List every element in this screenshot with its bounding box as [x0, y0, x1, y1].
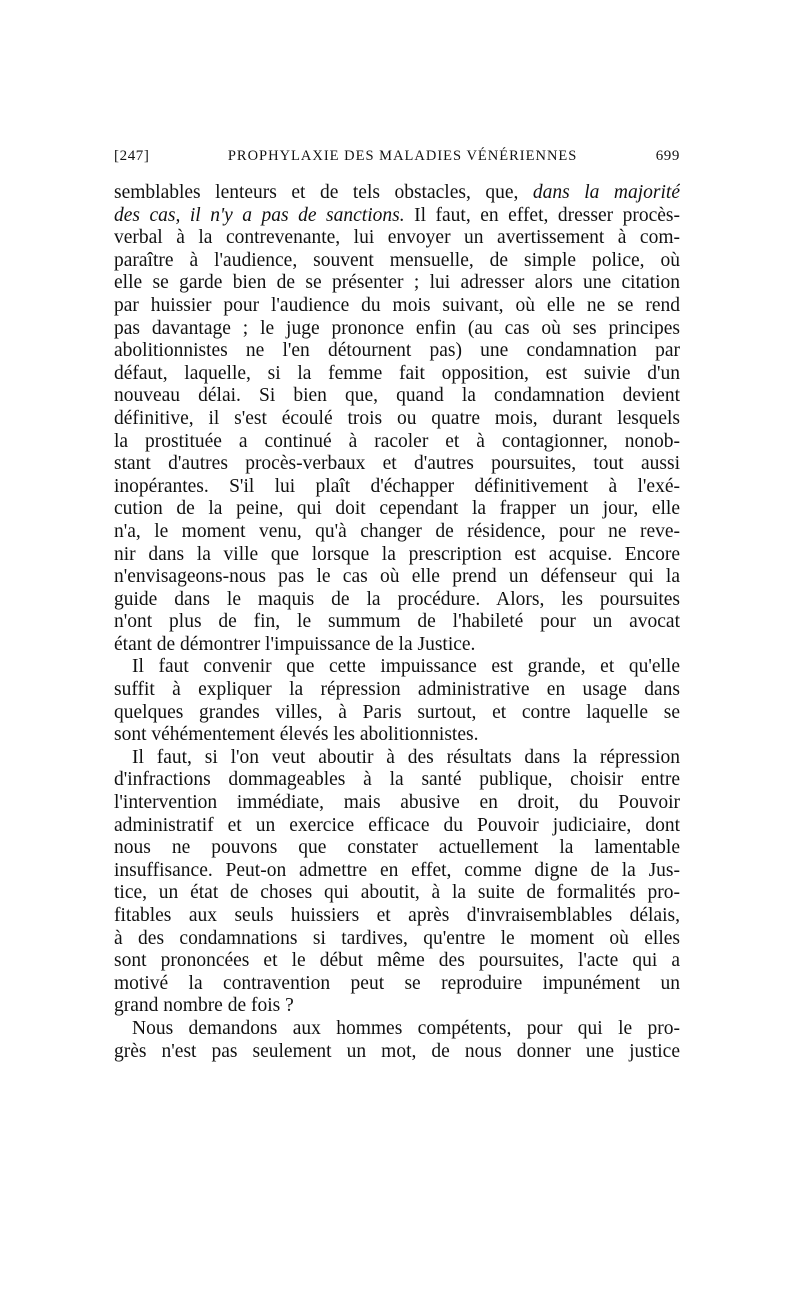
text-run: Il faut, si l'on veut aboutir à des résultats dans la répression: [132, 746, 680, 768]
italic-text-run: dans la majorité: [532, 182, 680, 203]
text-run: paraître à l'audience, souvent mensuelle, de simple police, où: [114, 249, 680, 271]
text-line: [114, 272, 680, 295]
text-run: n'ont plus de fin, le summum de l'habileté pour un avocat: [114, 611, 680, 633]
text-line: [114, 815, 680, 838]
running-title: PROPHYLAXIE DES MALADIES VÉNÉRIENNES: [227, 148, 578, 164]
text-line: [114, 340, 680, 363]
text-line: [114, 679, 680, 702]
text-line: [114, 182, 680, 205]
text-line: [114, 747, 680, 770]
text-line: [114, 882, 680, 905]
text-run: d'infractions dommageables à la santé publique, choisir entre: [114, 769, 680, 791]
text-line: [114, 702, 680, 725]
text-run: cution de la peine, qui doit cependant la frapper un jour, elle: [114, 498, 680, 520]
body-text: [114, 182, 680, 1063]
text-line: [114, 905, 680, 928]
text-run: Il faut convenir que cette impuissance est grande, et qu'elle: [132, 656, 680, 678]
text-line: [114, 566, 680, 589]
text-run: Nous demandons aux hommes compétents, pour qui le pro-: [132, 1017, 680, 1039]
text-line: [114, 295, 680, 318]
text-line: [114, 250, 680, 273]
running-header: [114, 148, 680, 182]
text-run: grand nombre de fois ?: [114, 995, 294, 1017]
text-line: [114, 656, 680, 679]
text-line: [114, 589, 680, 612]
book-page: [114, 148, 680, 1063]
text-line: [114, 928, 680, 951]
text-line: [114, 205, 680, 228]
text-line: [114, 498, 680, 521]
text-run: l'intervention immédiate, mais abusive en droit, du Pouvoir: [114, 792, 680, 814]
text-run: par huissier pour l'audience du mois suivant, où elle ne se rend: [114, 294, 680, 316]
text-run: la prostituée a continué à racoler et à contagionner, nonob-: [114, 430, 680, 452]
text-run: pas davantage ; le juge prononce enfin (au cas où ses principes: [114, 317, 680, 339]
text-run: nouveau délai. Si bien que, quand la condamnation devient: [114, 385, 680, 407]
text-line: [114, 318, 680, 341]
text-run: semblables lenteurs et de tels obstacles, que,: [114, 182, 533, 203]
text-run: Il faut, en effet, dresser procès-: [404, 204, 680, 226]
italic-text-run: des cas, il n'y a pas de sanctions.: [114, 204, 405, 226]
text-run: verbal à la contrevenante, lui envoyer un avertissement à com-: [114, 227, 680, 249]
text-run: stant d'autres procès-verbaux et d'autres poursuites, tout aussi: [114, 453, 680, 475]
text-line: [114, 521, 680, 544]
text-run: motivé la contravention peut se reproduire impunément un: [114, 972, 680, 994]
text-run: nous ne pouvons que constater actuellement la lamentable: [114, 837, 680, 859]
text-line: [114, 476, 680, 499]
text-line: [114, 973, 680, 996]
text-run: défaut, laquelle, si la femme fait opposition, est suivie d'un: [114, 362, 680, 384]
text-line: [114, 950, 680, 973]
text-run: n'a, le moment venu, qu'à changer de résidence, pour ne reve-: [114, 520, 680, 542]
text-run: elle se garde bien de se présenter ; lui adresser alors une citation: [114, 272, 680, 294]
text-line: [114, 453, 680, 476]
text-line: [114, 1041, 680, 1064]
text-run: insuffisance. Peut-on admettre en effet, comme digne de la Jus-: [114, 859, 680, 881]
text-line: [114, 408, 680, 431]
text-line: [114, 227, 680, 250]
text-run: grès n'est pas seulement un mot, de nous donner une justice: [114, 1040, 680, 1062]
text-line: [114, 634, 680, 657]
text-run: administratif et un exercice efficace du Pouvoir judiciaire, dont: [114, 814, 680, 836]
text-run: suffit à expliquer la répression administrative en usage dans: [114, 679, 680, 701]
text-run: n'envisageons-nous pas le cas où elle prend un défenseur qui la: [114, 566, 680, 588]
text-run: fitables aux seuls huissiers et après d'invraisemblables délais,: [114, 905, 680, 926]
text-run: nir dans la ville que lorsque la prescription est acquise. Encore: [114, 543, 680, 565]
text-line: [114, 860, 680, 883]
paragraph: [114, 182, 680, 656]
text-run: à des condamnations si tardives, qu'entre le moment où elles: [114, 927, 680, 949]
text-line: [114, 769, 680, 792]
text-line: [114, 611, 680, 634]
section-number: [247]: [114, 148, 150, 164]
text-run: quelques grandes villes, à Paris surtout, et contre laquelle se: [114, 701, 680, 723]
text-run: sont véhémentement élevés les abolitionnistes.: [114, 724, 479, 746]
text-run: tice, un état de choses qui aboutit, à la suite de formalités pro-: [114, 882, 680, 904]
text-run: guide dans le maquis de la procédure. Alors, les poursuites: [114, 588, 680, 610]
text-run: étant de démontrer l'impuissance de la Justice.: [114, 633, 476, 655]
text-run: sont prononcées et le début même des poursuites, l'acte qui a: [114, 950, 680, 972]
text-line: [114, 544, 680, 567]
text-line: [114, 363, 680, 386]
paragraph: [114, 1018, 680, 1063]
text-line: [114, 1018, 680, 1041]
text-line: [114, 431, 680, 454]
paragraph: [114, 656, 680, 746]
text-run: définitive, il s'est écoulé trois ou quatre mois, durant lesquels: [114, 407, 680, 429]
text-line: [114, 724, 680, 747]
text-line: [114, 995, 680, 1018]
text-line: [114, 792, 680, 815]
text-run: abolitionnistes ne l'en détournent pas) une condamnation par: [114, 340, 680, 362]
text-line: [114, 837, 680, 860]
page-number: 699: [655, 148, 680, 164]
text-line: [114, 385, 680, 408]
text-run: inopérantes. S'il lui plaît d'échapper définitivement à l'exé-: [114, 475, 680, 497]
paragraph: [114, 747, 680, 1018]
